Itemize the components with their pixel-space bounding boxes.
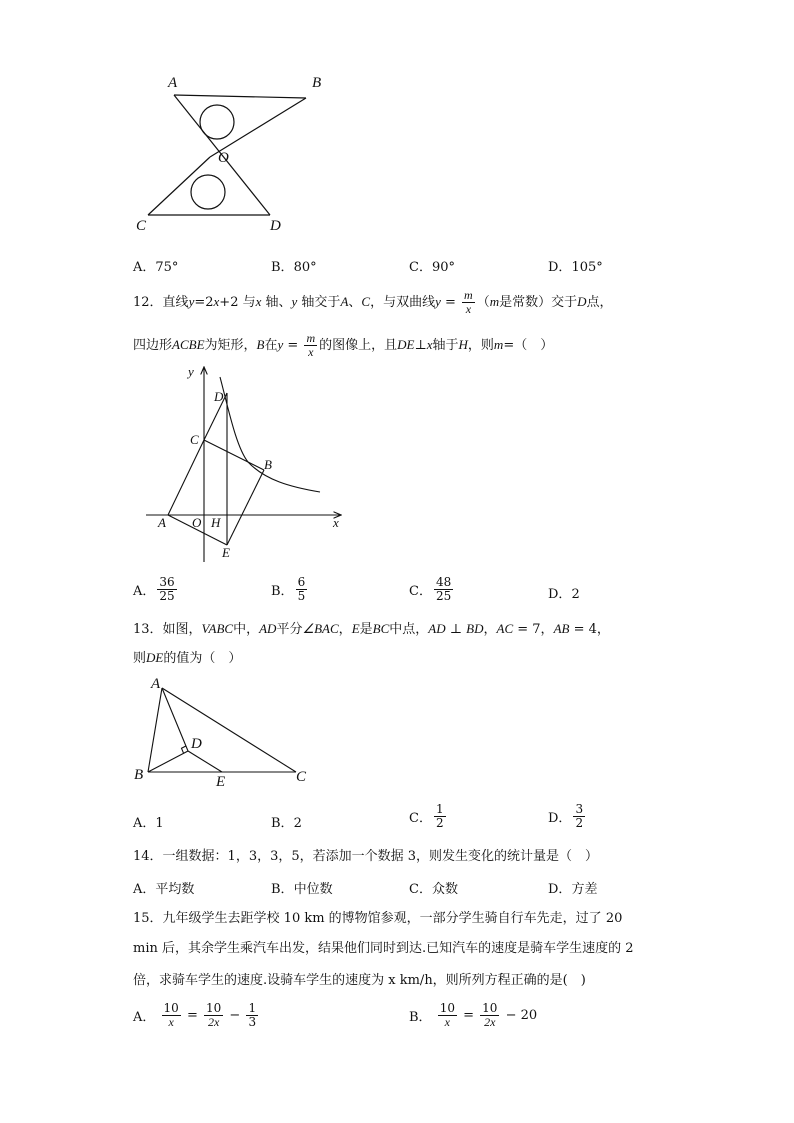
q12-number: 12． — [133, 295, 163, 310]
text: ⊥ — [414, 338, 427, 353]
var: AD — [428, 621, 446, 636]
q13-option-b[interactable] — [271, 812, 302, 831]
frac-den: x — [308, 345, 314, 359]
text: 轴交于 — [297, 295, 341, 310]
point-e-label: E — [222, 545, 230, 560]
option-text: 90° — [431, 260, 455, 275]
point-d-label: D — [270, 218, 281, 234]
q13-question-line-1 — [133, 620, 610, 639]
var: VABC — [201, 621, 234, 636]
option-text: 2 — [571, 587, 580, 602]
option-text: 75° — [155, 260, 179, 275]
var: x — [426, 337, 433, 352]
q13-question-line-2 — [133, 649, 241, 668]
point-b-label: B — [264, 457, 272, 472]
option-letter: B． — [271, 260, 294, 275]
var: y — [435, 294, 441, 309]
option-letter: A． — [133, 584, 156, 599]
text: ， — [483, 622, 497, 637]
var: DE — [146, 650, 164, 665]
q15-question-line-2: min 后，其余学生乘汽车出发，结果他们同时到达.已知汽车的速度是骑车学生速度的 2 — [133, 941, 634, 956]
text: 13．如图， — [133, 622, 202, 637]
option-letter: B． — [271, 816, 294, 831]
q12-option-a[interactable] — [133, 576, 179, 603]
var: DE — [397, 337, 415, 352]
fraction-1-2 — [434, 803, 446, 830]
option-text: 1 — [155, 816, 164, 831]
fraction-m-over-x — [304, 332, 317, 359]
frac-den: 2x — [207, 1015, 220, 1029]
segment-ab — [148, 688, 162, 772]
option-letter: C． — [409, 882, 432, 897]
option-text: 2 — [293, 816, 302, 831]
text: 在 — [264, 338, 278, 353]
q11-option-b[interactable] — [271, 256, 317, 275]
fraction-1-over-3 — [246, 1002, 258, 1029]
var: AD — [259, 621, 277, 636]
point-b-label: B — [312, 75, 322, 91]
text: ，则 — [467, 338, 494, 353]
equals-sign: = — [186, 1008, 198, 1023]
q12-coordinate-diagram — [140, 362, 350, 567]
frac-num: 10 — [163, 1001, 179, 1015]
var: A — [340, 294, 349, 309]
fraction-10-over-2x — [480, 1002, 499, 1029]
text: 中， — [233, 622, 260, 637]
q15-option-a[interactable] — [133, 1002, 260, 1029]
frac-den: 2x — [484, 1015, 496, 1029]
q13-figure — [130, 676, 320, 796]
var: C — [361, 294, 371, 309]
text: 四边形 — [133, 338, 173, 353]
text: 为矩形， — [204, 338, 257, 353]
segment-ad — [162, 688, 188, 751]
option-letter: A． — [133, 816, 156, 831]
var: y — [277, 337, 284, 352]
var: AB — [553, 621, 570, 636]
var: BC — [372, 621, 390, 636]
option-letter: C． — [409, 260, 432, 275]
text: 的图像上，且 — [319, 338, 398, 353]
fraction-36-25 — [157, 576, 176, 603]
q13-option-d[interactable] — [548, 803, 587, 830]
point-b-label: B — [134, 767, 144, 783]
var: x — [255, 294, 262, 309]
option-letter: B． — [409, 1010, 432, 1025]
frac-num: m — [464, 288, 473, 302]
option-letter: C． — [409, 811, 432, 826]
text: 中点， — [389, 622, 429, 637]
frac-den: 2 — [575, 816, 584, 830]
text: = 7， — [513, 622, 554, 637]
var: H — [458, 337, 468, 352]
var: E — [351, 621, 360, 636]
text: 的值为（ ） — [163, 651, 242, 666]
point-d-label: D — [214, 389, 224, 404]
option-letter: A． — [133, 1010, 156, 1025]
text: ，与双曲线 — [370, 295, 436, 310]
point-e-label: E — [216, 774, 226, 790]
q14-question: 14．一组数据：1，3，3，5，若添加一个数据 3，则发生变化的统计量是（ ） — [133, 849, 599, 864]
var: ACBE — [172, 337, 205, 352]
option-text: 105° — [571, 260, 603, 275]
option-text: 方差 — [571, 882, 598, 897]
q11-option-d[interactable] — [548, 256, 603, 275]
frac-den: 2 — [435, 816, 444, 830]
frac-den: 25 — [159, 589, 175, 603]
q11-figure — [130, 70, 350, 240]
fraction-3-2 — [573, 803, 585, 830]
q13-option-c[interactable] — [409, 803, 448, 830]
equals-sign: = — [463, 1008, 475, 1023]
fraction-10-over-x — [162, 1002, 181, 1029]
frac-num: 10 — [439, 1001, 455, 1015]
text: 轴、 — [261, 295, 292, 310]
text: 平分 — [276, 622, 303, 637]
q12-figure — [140, 362, 350, 567]
option-letter: C． — [409, 584, 432, 599]
text: 是 — [359, 622, 373, 637]
text: = — [283, 338, 303, 353]
text: = — [440, 295, 461, 310]
frac-num: 10 — [206, 1001, 222, 1015]
x-axis-label: x — [333, 515, 339, 530]
option-letter: B． — [271, 882, 294, 897]
option-text: 中位数 — [293, 882, 333, 897]
frac-den: x — [168, 1015, 174, 1029]
var: y — [188, 294, 195, 309]
var: x — [213, 294, 220, 309]
segment-cb — [204, 440, 264, 470]
segment-be — [227, 470, 264, 545]
frac-num: 3 — [575, 802, 584, 816]
text: 是常数）交于 — [499, 295, 578, 310]
minus-sign: − — [229, 1008, 241, 1023]
segment-ac — [162, 688, 296, 772]
text: +2 与 — [219, 295, 256, 310]
point-d-label: D — [191, 736, 202, 752]
text: 则 — [133, 651, 147, 666]
q12-question-line-1 — [133, 289, 613, 316]
frac-den: x — [465, 302, 472, 316]
option-letter: D． — [548, 811, 572, 826]
line-ac — [168, 440, 204, 515]
option-letter: D． — [548, 260, 572, 275]
fraction-10-over-x — [438, 1002, 457, 1029]
text: （ — [476, 295, 490, 310]
frac-num: 1 — [248, 1001, 257, 1015]
fraction-10-over-2x — [204, 1002, 223, 1029]
point-a-label: A — [168, 75, 178, 91]
fraction-6-5 — [296, 576, 308, 603]
q13-option-a[interactable] — [133, 812, 164, 831]
origin-o-label: O — [192, 515, 202, 530]
q14-option-d[interactable] — [548, 878, 597, 897]
text: 点， — [586, 295, 613, 310]
var: BD — [466, 621, 484, 636]
hyperbola-curve — [220, 377, 320, 492]
frac-den: x — [444, 1015, 450, 1029]
option-letter: B． — [271, 584, 294, 599]
segment-ab — [174, 95, 306, 98]
q12-option-c[interactable] — [409, 576, 455, 603]
point-c-label: C — [190, 432, 199, 447]
option-letter: D． — [548, 587, 572, 602]
point-h-label: H — [211, 515, 221, 530]
frac-den: 5 — [297, 589, 306, 603]
text: =（ ） — [503, 338, 554, 353]
q14-option-c[interactable] — [409, 878, 458, 897]
q15-option-b[interactable] — [409, 1002, 537, 1029]
option-text: 众数 — [431, 882, 458, 897]
q11-option-c[interactable] — [409, 256, 455, 275]
fraction-m-over-x — [462, 289, 475, 316]
text: ⊥ — [445, 622, 467, 637]
var: AC — [496, 621, 514, 636]
point-o-label: O — [218, 150, 229, 166]
q11-bowtie-diagram — [130, 70, 350, 240]
minus-twenty: − 20 — [505, 1008, 538, 1023]
frac-den: 25 — [435, 589, 452, 603]
segment-de — [188, 751, 222, 772]
option-letter: D． — [548, 882, 572, 897]
lower-circle — [191, 175, 225, 209]
text: 、 — [348, 295, 362, 310]
frac-den: 3 — [248, 1015, 257, 1029]
frac-num: 6 — [297, 575, 306, 589]
q15-question-line-3: 倍，求骑车学生的速度.设骑车学生的速度为 x km/h，则所列方程正确的是( ) — [133, 973, 586, 988]
text: ， — [338, 622, 352, 637]
frac-num: 1 — [435, 802, 444, 816]
q14-option-a[interactable] — [133, 878, 194, 897]
point-a-label: A — [158, 515, 166, 530]
text: = 4， — [569, 622, 610, 637]
point-c-label: C — [136, 218, 147, 234]
frac-num: 48 — [435, 575, 452, 589]
option-letter: A． — [133, 260, 156, 275]
var: D — [577, 294, 587, 309]
var: m — [489, 294, 500, 309]
text: =2 — [194, 295, 214, 310]
frac-num: 10 — [482, 1001, 498, 1015]
frac-num: m — [306, 331, 316, 345]
option-text: 平均数 — [155, 882, 195, 897]
q15-question-line-1: 15．九年级学生去距学校 10 km 的博物馆参观，一部分学生骑自行车先走，过了 20 — [133, 911, 623, 926]
text: 轴于 — [432, 338, 459, 353]
q14-option-b[interactable] — [271, 878, 333, 897]
text: 直线 — [162, 295, 189, 310]
option-text: 80° — [293, 260, 317, 275]
y-axis-label: y — [188, 364, 194, 379]
option-letter: A． — [133, 882, 156, 897]
segment-bd — [148, 751, 188, 772]
q12-question-line-2 — [133, 332, 553, 359]
var: m — [493, 337, 504, 352]
var: ∠BAC — [302, 621, 339, 636]
point-c-label: C — [296, 769, 307, 785]
q11-option-a[interactable] — [133, 256, 178, 275]
point-a-label: A — [151, 676, 161, 692]
fraction-48-25 — [434, 576, 453, 603]
var: B — [256, 337, 265, 352]
var: y — [291, 294, 298, 309]
upper-circle — [200, 105, 234, 139]
q12-option-b[interactable] — [271, 576, 309, 603]
q12-option-d[interactable] — [548, 583, 580, 602]
frac-num: 36 — [159, 575, 175, 589]
segment-co — [148, 157, 210, 215]
